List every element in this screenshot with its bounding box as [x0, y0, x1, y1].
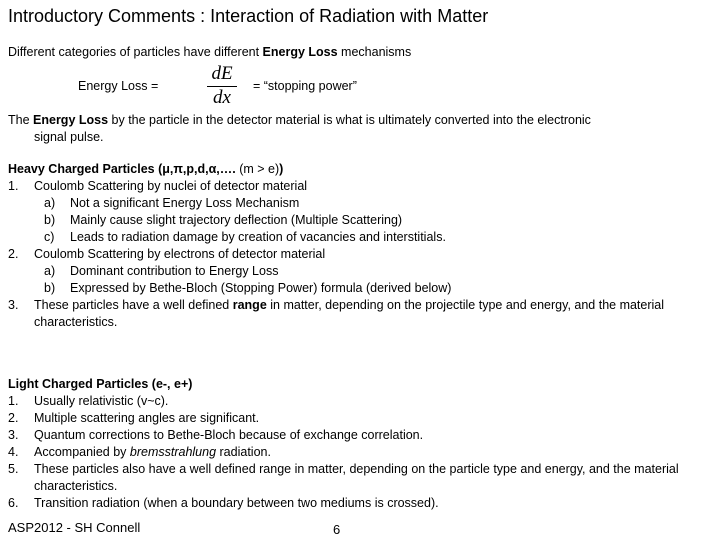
intro-suffix: mechanisms [337, 45, 412, 59]
slide-title: Introductory Comments : Interaction of Radiation with Matter [8, 6, 489, 26]
de-dx-fraction [205, 62, 239, 109]
item-text: Dominant contribution to Energy Loss [70, 264, 279, 278]
list-item [8, 427, 713, 444]
item-text: Quantum corrections to Bethe-Bloch because of exchange correlation. [34, 428, 424, 442]
item-text: Mainly cause slight trajectory deflection (Multiple Scattering) [70, 213, 403, 227]
item-text [34, 444, 713, 461]
list-item [8, 444, 713, 461]
intro-prefix: Different categories of particles have different [8, 45, 263, 59]
item-number: a) [44, 196, 56, 210]
item-text: Coulomb Scattering by electrons of detector material [34, 247, 326, 261]
item4-pre: Accompanied by [34, 445, 130, 459]
item-text: Transition radiation (when a boundary between two mediums is crossed). [34, 496, 439, 510]
list-item [8, 280, 713, 297]
item4-italic: bremsstrahlung [129, 445, 217, 459]
list-item [8, 246, 713, 263]
item-number: 2. [8, 411, 19, 425]
item-number: 1. [8, 179, 19, 193]
heavy-particles-section [8, 161, 713, 331]
item3-pre: These particles have a well defined [34, 298, 233, 312]
item-text: Coulomb Scattering by nuclei of detector material [34, 179, 308, 193]
item-number: 3. [8, 428, 19, 442]
item-number: b) [44, 213, 56, 227]
intro-line [8, 44, 411, 61]
item-number: 5. [8, 462, 19, 476]
energy-loss-paragraph [8, 112, 708, 146]
heavy-heading-bold: Heavy Charged Particles (μ,π,p,d,α,…. [8, 162, 236, 176]
item-text: Usually relativistic (v~c). [34, 394, 169, 408]
item-number: 4. [8, 445, 19, 459]
item-number: 1. [8, 394, 19, 408]
list-item [8, 495, 713, 512]
para-line1: by the particle in the detector material is what is ultimately converted into the electronic [108, 113, 591, 127]
para-bold: Energy Loss [33, 113, 109, 127]
stopping-power-label: = “stopping power” [253, 79, 357, 93]
list-item [8, 212, 713, 229]
list-item [8, 263, 713, 280]
item-text: Expressed by Bethe-Bloch (Stopping Power) formula (derived below) [70, 281, 452, 295]
heavy-heading-close: ) [279, 162, 284, 176]
item-text: Not a significant Energy Loss Mechanism [70, 196, 300, 210]
light-heading: Light Charged Particles (e-, e+) [8, 377, 193, 391]
item3-post: in matter, depending on the projectile type and energy, and the material characteristics. [34, 298, 665, 329]
item3-bold: range [232, 298, 267, 312]
item-text [34, 297, 713, 331]
item-number: 3. [8, 298, 19, 312]
item-number: a) [44, 264, 56, 278]
heavy-heading [8, 161, 713, 178]
energy-loss-label: Energy Loss = [78, 79, 159, 93]
fraction-denominator: dx [213, 87, 231, 108]
list-item [8, 229, 713, 246]
item-number: 6. [8, 496, 19, 510]
list-item [8, 393, 713, 410]
para-pre: The [8, 113, 34, 127]
list-item [8, 195, 713, 212]
heavy-heading-normal: (m > e) [235, 162, 280, 176]
footer-author: ASP2012 - SH Connell [8, 520, 141, 535]
item-text: These particles also have a well defined range in matter, depending on the particle type and energy, and the material characteristics. [34, 462, 679, 493]
list-item [8, 178, 713, 195]
list-item [8, 297, 713, 331]
para-line2: signal pulse. [34, 130, 104, 144]
intro-bold: Energy Loss [262, 45, 338, 59]
item-number: c) [44, 230, 55, 244]
item4-post: radiation. [216, 445, 271, 459]
page-number: 6 [333, 522, 341, 537]
item-number: b) [44, 281, 56, 295]
fraction-numerator: dE [211, 63, 233, 84]
list-item [8, 410, 713, 427]
list-item [8, 461, 713, 495]
light-particles-section [8, 376, 713, 512]
item-text: Leads to radiation damage by creation of vacancies and interstitials. [70, 230, 446, 244]
item-text: Multiple scattering angles are significant. [34, 411, 260, 425]
item-number: 2. [8, 247, 19, 261]
